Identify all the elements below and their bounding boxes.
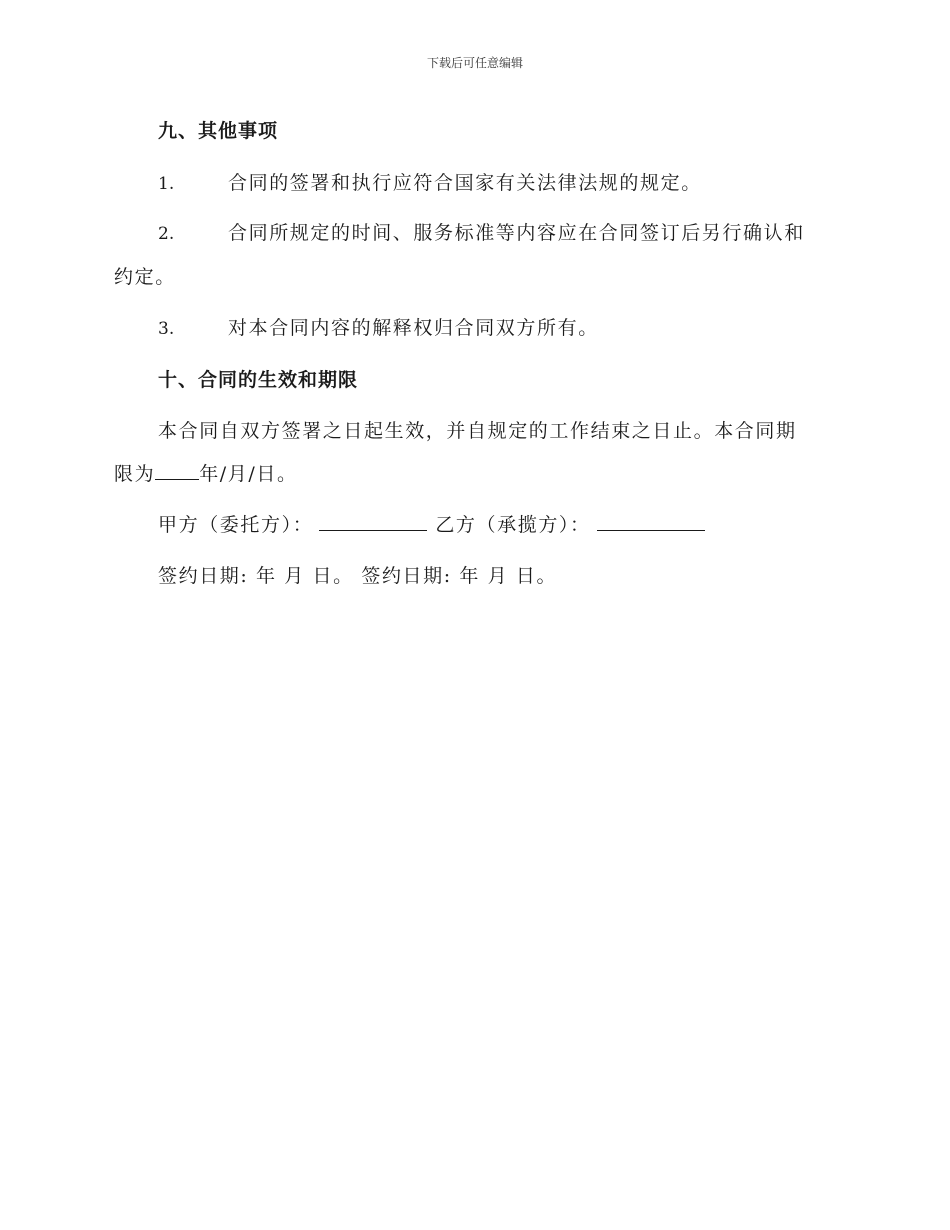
section-9-title: 九、其他事项 — [158, 120, 279, 142]
item-text: 对本合同内容的解释权归合同双方所有。 — [228, 317, 599, 339]
signing-date-line: 签约日期: 年 月 日。 签约日期: 年 月 日。 — [158, 565, 558, 587]
item-text: 合同的签署和执行应符合国家有关法律法规的规定。 — [228, 172, 702, 194]
paragraph-line: 本合同自双方签署之日起生效，并自规定的工作结束之日止。本合同期 — [158, 420, 797, 442]
term-prefix: 限为 — [114, 463, 156, 485]
item-number: 1. — [158, 174, 175, 194]
list-item — [158, 218, 805, 245]
term-blank — [155, 478, 199, 480]
party-a-blank — [319, 529, 427, 531]
item-text-continuation: 约定。 — [114, 266, 176, 288]
party-b-blank — [597, 529, 705, 531]
list-item — [158, 168, 702, 195]
list-item — [158, 313, 599, 340]
party-b-label: 乙方（承揽方）： — [435, 514, 591, 536]
paragraph-line — [114, 459, 298, 486]
page-header: 下载后可任意编辑 — [426, 56, 523, 70]
item-number: 2. — [158, 224, 175, 244]
party-a-label: 甲方（委托方）： — [158, 514, 314, 536]
section-10-title: 十、合同的生效和期限 — [158, 369, 359, 391]
item-text: 合同所规定的时间、服务标准等内容应在合同签订后另行确认和 — [228, 222, 805, 244]
signature-line — [158, 510, 705, 537]
item-number: 3. — [158, 319, 175, 339]
term-suffix: 年/月/日。 — [199, 463, 298, 485]
